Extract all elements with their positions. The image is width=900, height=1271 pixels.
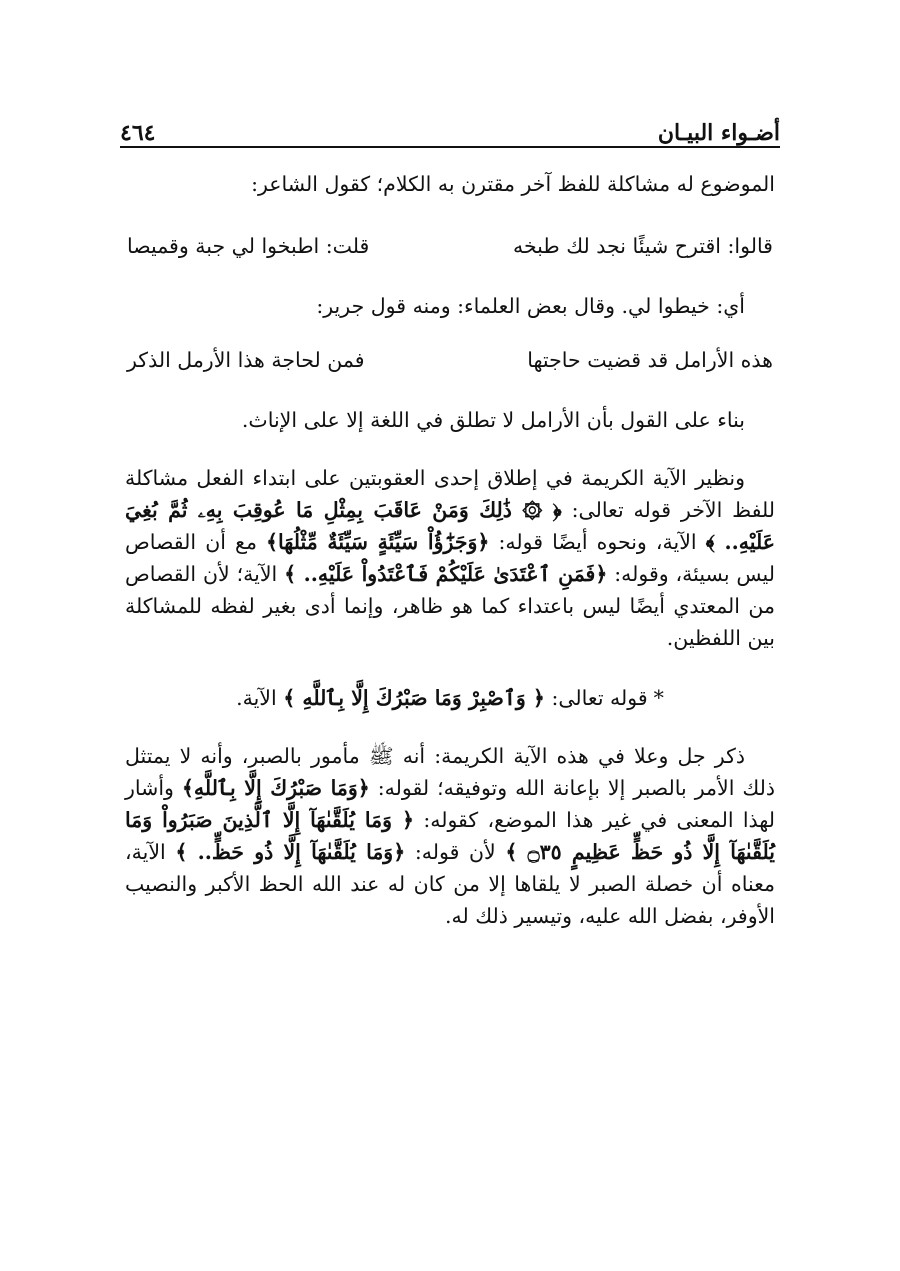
- page-number: ٤٦٤: [120, 120, 156, 146]
- commentary-quran-1: ﴿وَمَا صَبْرُكَ إِلَّا بِٱللَّهِ﴾: [181, 776, 370, 800]
- commentary-text-1: ذكر جل وعلا في هذه الآية الكريمة: أنه ﷺ مأمور بالصبر، وأنه لا يمتثل ذلك الأمر بالصبر إلا بإعانة الله وتوفيقه؛ لقوله:: [125, 744, 776, 800]
- heading-text-2: الآية.: [236, 686, 284, 710]
- commentary-quran-3: ﴿وَمَا يُلَقَّىٰهَآ إِلَّا ذُو حَظٍّ.. ﴾: [175, 840, 406, 864]
- analogues-text-1: ونظير الآية الكريمة في إطلاق إحدى العقوبتين على ابتداء الفعل مشاكلة للفظ الآخر قوله تعالى:: [125, 466, 775, 522]
- paragraph-commentary: [125, 740, 775, 932]
- book-title: أضـواء البيـان: [657, 120, 780, 146]
- paragraph-explanation: أي: خيطوا لي. وقال بعض العلماء: ومنه قول جرير:: [316, 294, 745, 318]
- paragraph-conclusion: بناء على القول بأن الأرامل لا تطلق في اللغة إلا على الإناث.: [241, 408, 745, 432]
- verse-1-first-hemistich: قالوا: اقترح شيئًا نجد لك طبخه: [512, 234, 773, 258]
- header-rule: [120, 146, 780, 148]
- page-body: [125, 168, 775, 946]
- page-header: [120, 112, 780, 146]
- verse-2-second-hemistich: فمن لحاجة هذا الأرمل الذكر: [127, 348, 365, 372]
- section-heading: [125, 682, 775, 714]
- commentary-quran-2: ﴿ وَمَا يُلَقَّىٰهَآ إِلَّا ٱلَّذِينَ صَبَرُواْ وَمَا يُلَقَّىٰهَآ إِلَّا ذُو حَظٍّ عَظِيمٍ ۝٣٥ ﴾: [125, 808, 775, 864]
- verse-1-second-hemistich: قلت: اطبخوا لي جبة وقميصا: [127, 234, 370, 258]
- poetry-verse-1: [125, 230, 775, 262]
- poetry-verse-2: [125, 344, 775, 376]
- commentary-text-4: الآية، معناه أن خصلة الصبر لا يلقاها إلا من كان له عند الله الحظ الأكبر والنصيب الأوفر، بفضل الله عليه، وتيسير ذلك له.: [125, 840, 775, 928]
- paragraph-intro: الموضوع له مشاكلة للفظ آخر مقترن به الكلام؛ كقول الشاعر:: [251, 172, 775, 196]
- quran-quote-1: ﴿ ۞ ذَٰلِكَ وَمَنْ عَاقَبَ بِمِثْلِ مَا عُوقِبَ بِهِۦ ثُمَّ بُغِيَ عَلَيْهِ.. ﴾: [125, 498, 775, 554]
- quran-quote-3: ﴿فَمَنِ ٱعْتَدَىٰ عَلَيْكُمْ فَٱعْتَدُواْ عَلَيْهِ.. ﴾: [284, 562, 608, 586]
- heading-quran-quote: ﴿ وَٱصْبِرْ وَمَا صَبْرُكَ إِلَّا بِٱللَّهِ ﴾: [283, 686, 545, 710]
- analogues-text-4: الآية؛ لأن القصاص من المعتدي أيضًا ليس باعتداء كما هو ظاهر، وإنما أدى بغير لفظه للمشاكلة بين اللفظين.: [125, 562, 775, 650]
- verse-2-first-hemistich: هذه الأرامل قد قضيت حاجتها: [527, 348, 773, 372]
- star-icon: *: [653, 686, 664, 710]
- heading-text-1: قوله تعالى:: [544, 686, 648, 710]
- analogues-text-3: مع أن القصاص ليس بسيئة، وقوله:: [125, 530, 775, 586]
- paragraph-analogues: [125, 462, 775, 654]
- quran-quote-2: ﴿وَجَزَٰٓؤُاْ سَيِّئَةٍ سَيِّئَةٌ مِّثْلُهَا﴾: [266, 530, 490, 554]
- commentary-text-3: لأن قوله:: [405, 840, 506, 864]
- commentary-text-2: وأشار لهذا المعنى في غير هذا الموضع، كقوله:: [125, 776, 776, 832]
- analogues-text-2: الآية، ونحوه أيضًا قوله:: [489, 530, 706, 554]
